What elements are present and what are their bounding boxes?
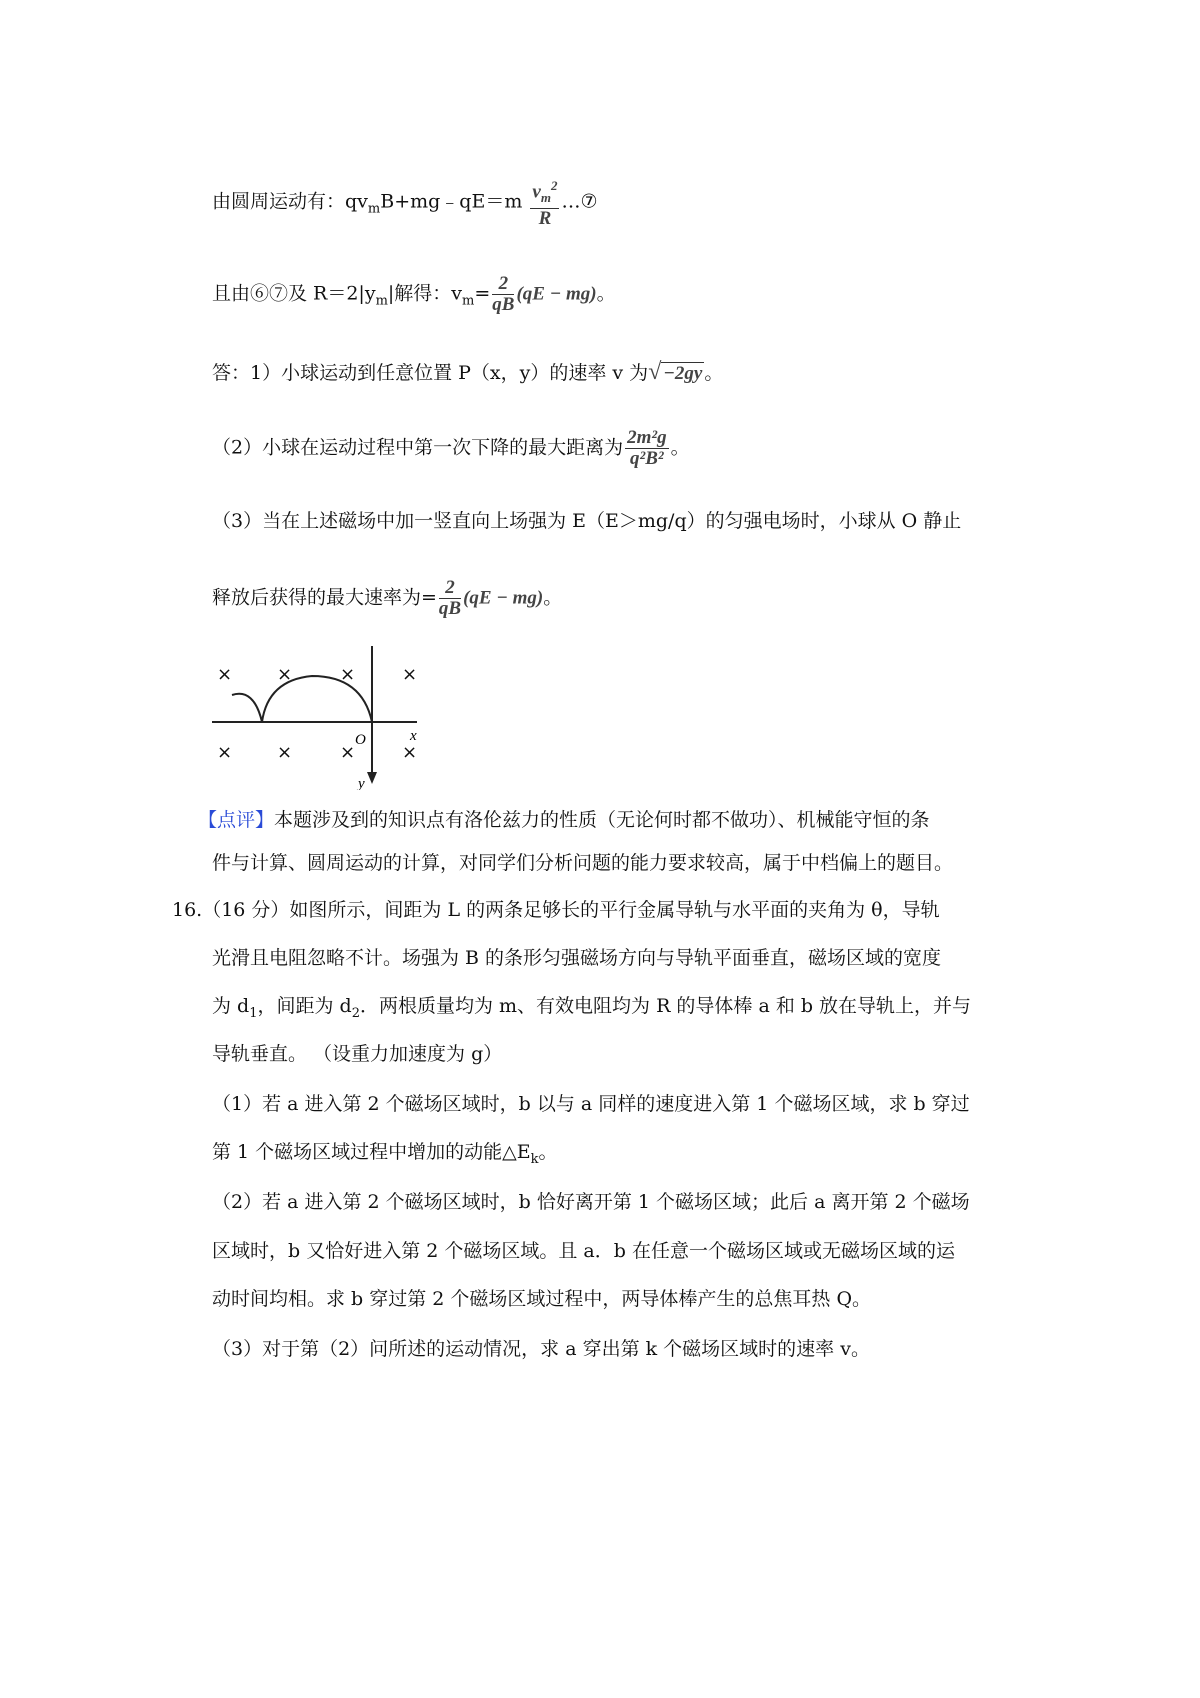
y-axis-label: y [358,776,365,790]
question-16-line-1: 16.（16 分）如图所示，间距为 L 的两条足够长的平行金属导轨与水平面的夹角为 θ，导轨 [172,899,940,921]
cross-mark: × [402,742,418,763]
x-axis-label: x [410,728,417,744]
magnetic-field-trajectory-figure [212,640,432,790]
comment-line-2: 件与计算、圆周运动的计算，对同学们分析问题的能力要求较高，属于中档偏上的题目。 [212,852,954,874]
equation-line-7: 由圆周运动有：$qv_mB+mg﹣qE=m$ $\frac{v_m^2}{R}$ …⑦ [212,178,598,230]
comment-tag: 【点评】 [198,809,275,831]
cross-mark: × [277,664,293,685]
fraction-2-over-qb: $\frac{2}{qB}$ [492,273,515,315]
fraction-2-over-qb: $\frac{2}{qB}$ [438,577,462,619]
answer-line-3-cont: 释放后获得的最大速率为= $\frac{2}{qB}$ (qE − mg)。 [212,577,563,619]
answer-line-1: 答：1）小球运动到任意位置 P（x，y）的速率 v 为√ −2gy 。 [212,359,724,385]
question-16-line-3: 为 $d_1$，间距为 $d_2$．两根质量均为 m、有效电阻均为 R 的导体棒 a 和 b 放在导轨上，并与 [212,995,972,1021]
solution-line-vm: 且由⑥⑦及 $R=2|y_m|$解得：$v_m=$ $\frac{2}{qB}$ (qE − mg)。 [212,273,616,315]
cross-mark: × [217,742,233,763]
comment-line-1: 【点评】本题涉及到的知识点有洛伦兹力的性质（无论何时都不做功）、机械能守恒的条 [198,809,930,831]
sqrt-expression: √ −2gy [648,359,703,385]
question-16-part-2-line-2: 区域时，b 又恰好进入第 2 个磁场区域。且 a．b 在任意一个磁场区域或无磁场区域的运 [212,1240,955,1262]
answer-line-3: （3）当在上述磁场中加一竖直向上场强为 E（E＞mg/q）的匀强电场时，小球从 O 静止 [212,510,962,532]
y-axis-arrow [367,772,377,784]
question-16-part-1-line-2: 第 1 个磁场区域过程中增加的动能$\triangle E_k$。 [212,1141,558,1167]
cross-mark: × [340,742,356,763]
question-16-part-2-line-1: （2）若 a 进入第 2 个磁场区域时，b 恰好离开第 1 个磁场区域；此后 a 离开第 2 个磁场 [212,1191,970,1213]
fraction-max-distance: $\frac{\text{2m²g}}{\text{q²B²}}$ [627,427,667,469]
cross-mark: × [402,664,418,685]
question-16-part-3-line-1: （3）对于第（2）问所述的运动情况，求 a 穿出第 k 个磁场区域时的速率 v。 [212,1338,870,1360]
fraction-vm2-over-r: $\frac{v_m^2}{R}$ [532,178,558,230]
answer-line-2: （2）小球在运动过程中第一次下降的最大距离为 $\frac{\text{2m²g}}{\text{q²B²}}$ 。 [212,427,690,469]
question-16-part-2-line-3: 动时间均相。求 b 穿过第 2 个磁场区域过程中，两导体棒产生的总焦耳热 Q。 [212,1288,872,1310]
origin-label: O [355,732,366,748]
cross-mark: × [340,664,356,685]
cross-mark: × [277,742,293,763]
question-16-line-4: 导轨垂直。 （设重力加速度为 g） [212,1043,503,1065]
cross-mark: × [217,664,233,685]
question-16-line-2: 光滑且电阻忽略不计。场强为 B 的条形匀强磁场方向与导轨平面垂直，磁场区域的宽度 [212,947,942,969]
question-16-part-1-line-1: （1）若 a 进入第 2 个磁场区域时，b 以与 a 同样的速度进入第 1 个磁场区域，求 b 穿过 [212,1093,970,1115]
